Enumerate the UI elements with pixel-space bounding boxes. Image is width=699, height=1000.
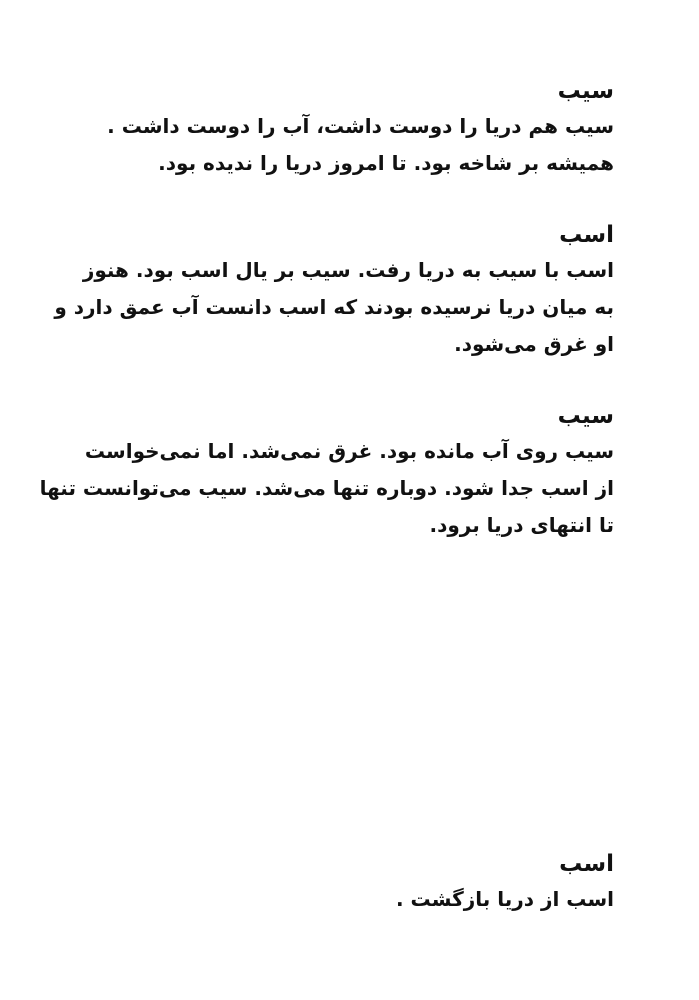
paragraph-line: تا انتهای دریا برود.	[429, 513, 614, 537]
paragraph-line: همیشه بر شاخه بود. تا امروز دریا را ندیده بود.	[158, 151, 614, 175]
section-paragraph	[114, 881, 614, 918]
section-heading: اسب	[559, 851, 614, 877]
paragraph-line: به میان دریا نرسیده بودند که اسب دانست آب عمق دارد و	[54, 295, 614, 319]
paragraph-line: اسب از دریا بازگشت .	[396, 887, 614, 911]
paragraph-line: سیب هم دریا را دوست داشت، آب را دوست داشت .	[107, 114, 614, 138]
section-heading: اسب	[559, 222, 614, 248]
section-horse-1	[54, 218, 614, 363]
paragraph-line: از اسب جدا شود. دوباره تنها می‌شد. سیب می‌توانست تنها	[39, 476, 614, 500]
section-paragraph	[54, 252, 614, 363]
section-paragraph	[107, 108, 614, 182]
section-paragraph	[39, 433, 614, 544]
section-apple-2	[39, 399, 614, 544]
section-horse-2	[114, 847, 614, 918]
paragraph-line: اسب با سیب به دریا رفت. سیب بر یال اسب بود. هنوز	[82, 258, 614, 282]
section-apple-1	[107, 74, 614, 182]
paragraph-line: سیب روی آب مانده بود. غرق نمی‌شد. اما نمی‌خواست	[84, 439, 614, 463]
paragraph-line: او غرق می‌شود.	[454, 332, 614, 356]
section-heading: سیب	[557, 403, 614, 429]
section-heading: سیب	[557, 78, 614, 104]
